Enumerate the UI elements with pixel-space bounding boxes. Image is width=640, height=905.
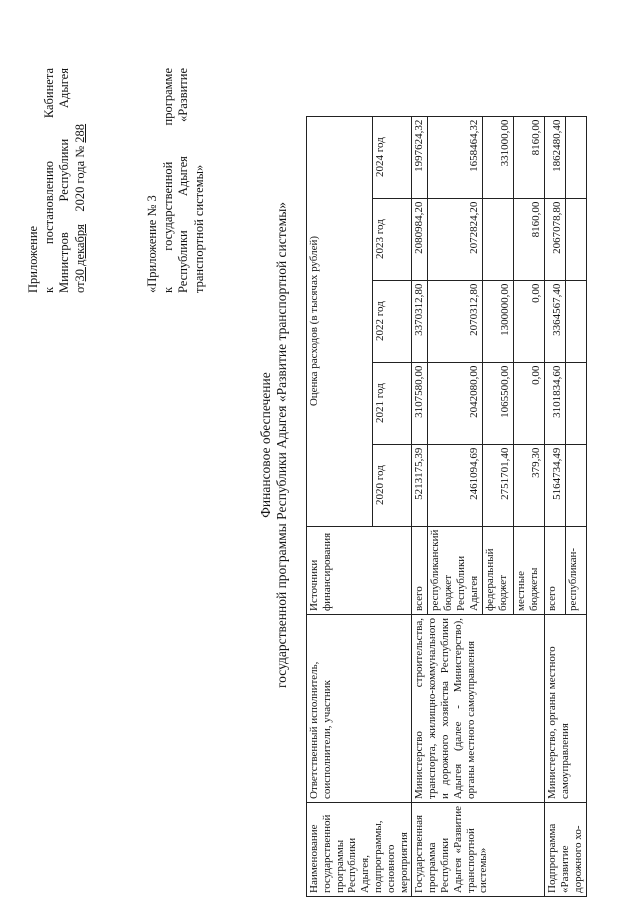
source-cell: местные бюджеты	[514, 526, 545, 614]
value-cell	[565, 444, 586, 526]
value-cell: 3370312,80	[412, 280, 428, 362]
appendix-date-line: от30 декабря 2020 года № 288	[72, 123, 87, 293]
appendix-line-2: к постановлению Кабинета	[41, 68, 56, 293]
header-year: 2022 год	[373, 280, 412, 362]
header-name: Наименование государственной программы Республики Адыгея, подпрограммы, основного мероприятия	[307, 803, 412, 897]
header-source: Источники финансирования	[307, 526, 412, 614]
table-row	[412, 116, 428, 896]
value-cell	[565, 280, 586, 362]
value-cell: 1658464,32	[428, 116, 483, 198]
source-cell: всего	[545, 526, 566, 614]
value-cell: 2070312,80	[428, 280, 483, 362]
source-cell: федеральный бюджет	[483, 526, 514, 614]
value-cell: 1300000,00	[483, 280, 514, 362]
program-name: Государственная программа Республики Адыгея «Развитие транспортной системы»	[412, 803, 545, 897]
value-cell	[565, 116, 586, 198]
decree-date: 30 декабря	[72, 224, 87, 282]
value-cell: 2067078,80	[545, 198, 566, 280]
value-cell: 2751701,40	[483, 444, 514, 526]
header-year: 2020 год	[373, 444, 412, 526]
source-cell: республикан-	[565, 526, 586, 614]
header-year: 2024 год	[373, 116, 412, 198]
value-cell	[565, 198, 586, 280]
decree-number: 288	[72, 123, 87, 143]
value-cell: 8160,00	[514, 198, 545, 280]
source-cell: всего	[412, 526, 428, 614]
value-cell: 2080984,20	[412, 198, 428, 280]
program-executor: Министерство строительства, транспорта, жилищно-коммунального и дорожного хозяйства Республики Адыгея (далее - Министерство), органы местного самоуправления	[412, 615, 545, 803]
financing-table	[306, 116, 587, 897]
value-cell: 3101834,60	[545, 362, 566, 444]
value-cell: 3364567,40	[545, 280, 566, 362]
value-cell	[483, 198, 514, 280]
value-cell: 3107580,00	[412, 362, 428, 444]
value-cell: 5164734,49	[545, 444, 566, 526]
value-cell: 2461094,69	[428, 444, 483, 526]
header-estimate: Оценка расходов (в тысячах рублей)	[307, 116, 373, 526]
value-cell	[565, 362, 586, 444]
subprogram-executor: Министерство, органы местного самоуправления	[545, 615, 586, 803]
value-cell: 8160,00	[514, 116, 545, 198]
program-appendix-reference: «Приложение № 3 к государственной программе Республики Адыгея «Развитие транспортной системы»	[145, 68, 206, 293]
source-cell: республиканский бюджет Республики Адыгея	[428, 526, 483, 614]
header-year: 2021 год	[373, 362, 412, 444]
appendix-header	[26, 63, 88, 293]
table-row	[545, 116, 566, 896]
value-cell: 1065500,00	[483, 362, 514, 444]
subprogram-name: Подпрограмма «Развитие дорожного хо-	[545, 803, 586, 897]
document-title: Финансовое обеспечение государственной программы Республики Адыгея «Развитие транспортной системы»	[258, 201, 289, 689]
value-cell: 2072824,20	[428, 198, 483, 280]
value-cell: 1997624,32	[412, 116, 428, 198]
value-cell: 2042080,00	[428, 362, 483, 444]
header-year: 2023 год	[373, 198, 412, 280]
value-cell: 331000,00	[483, 116, 514, 198]
value-cell: 0,00	[514, 362, 545, 444]
value-cell: 5213175,39	[412, 444, 428, 526]
value-cell: 1862480,40	[545, 116, 566, 198]
header-executor: Ответственный исполнитель, соисполнители, участник	[307, 615, 412, 803]
table-header-row	[307, 116, 373, 896]
value-cell: 379,30	[514, 444, 545, 526]
value-cell: 0,00	[514, 280, 545, 362]
appendix-title: Приложение	[26, 225, 40, 293]
appendix-line-3: Министров Республики Адыгея	[57, 68, 71, 293]
